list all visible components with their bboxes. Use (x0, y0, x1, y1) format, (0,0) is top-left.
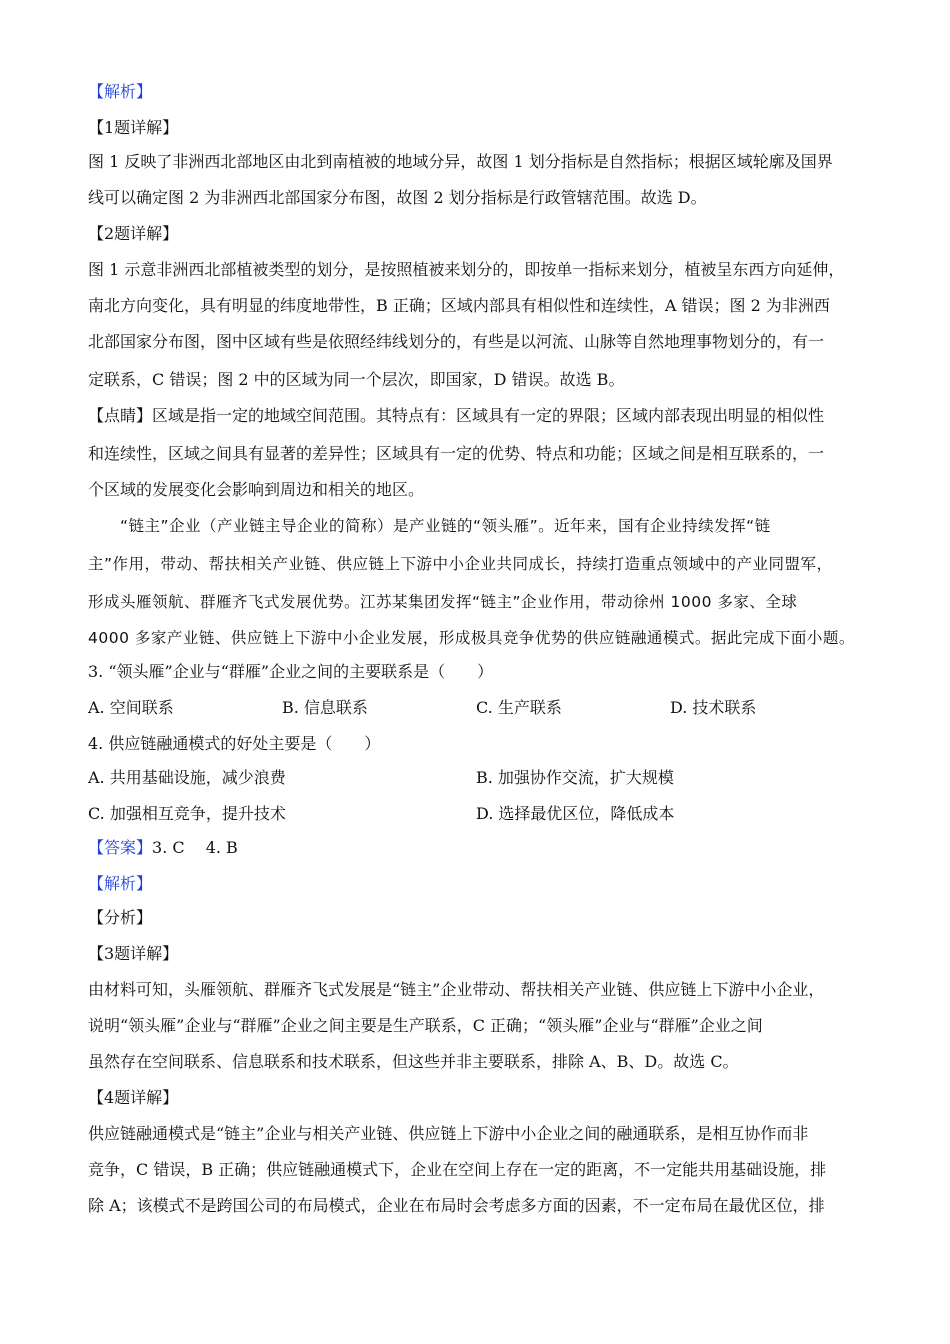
analysis-heading: 【解析】 (88, 874, 153, 893)
q4-text-line: 供应链融通模式是“链主”企业与相关产业链、供应链上下游中小企业之间的融通联系，是相互协作而非 (88, 1124, 809, 1143)
q3-option-d: D. 技术联系 (670, 698, 757, 717)
material-text-line: 4000 多家产业链、供应链上下游中小企业发展，形成极具竞争优势的供应链融通模式。据此完成下面小题。 (88, 629, 855, 647)
q1-text-line: 图 1 反映了非洲西北部地区由北到南植被的地域分异，故图 1 划分指标是自然指标；根据区域轮廓及国界 (88, 152, 833, 171)
q4-option-a: A. 共用基础设施，减少浪费 (88, 768, 286, 787)
q2-text-line: 图 1 示意非洲西北部植被类型的划分，是按照植被来划分的，即按单一指标来划分，植被呈东西方向延伸， (88, 260, 845, 279)
answer-label: 【答案】 (88, 838, 153, 857)
q4-text-line: 除 A；该模式不是跨国公司的布局模式，企业在布局时会考虑多方面的因素，不一定布局在最优区位，排 (88, 1196, 825, 1215)
tip-text: 区域是指一定的地域空间范围。其特点有：区域具有一定的界限；区域内部表现出明显的相似性 (152, 406, 825, 425)
tip-text-line: 和连续性，区域之间具有显著的差异性；区域具有一定的优势、特点和功能；区域之间是相互联系的，一 (88, 444, 825, 463)
q2-text-line: 北部国家分布图，图中区域有些是依照经纬线划分的，有些是以河流、山脉等自然地理事物划分的，有一 (88, 332, 825, 351)
q4-option-c: C. 加强相互竞争，提升技术 (88, 804, 286, 823)
q2-text-line: 定联系，C 错误；图 2 中的区域为同一个层次，即国家，D 错误。故选 B。 (88, 370, 625, 389)
q1-text-line: 线可以确定图 2 为非洲西北部国家分布图，故图 2 划分指标是行政管辖范围。故选 D。 (88, 188, 707, 207)
q4-text-line: 竞争，C 错误，B 正确；供应链融通模式下，企业在空间上存在一定的距离，不一定能共用基础设施，排 (88, 1160, 827, 1179)
q4-stem: 4. 供应链融通模式的好处主要是（ ） (88, 734, 381, 753)
q2-detail-heading: 【2题详解】 (88, 224, 179, 243)
q3-text-line: 说明“领头雁”企业与“群雁”企业之间主要是生产联系，C 正确；“领头雁”企业与“群雁”企业之间 (88, 1016, 763, 1035)
q4-option-d: D. 选择最优区位，降低成本 (476, 804, 675, 823)
q4-detail-heading: 【4题详解】 (88, 1088, 179, 1107)
tip-text-line: 个区域的发展变化会影响到周边和相关的地区。 (88, 480, 425, 499)
q3-option-c: C. 生产联系 (476, 698, 562, 717)
analysis-subheading: 【分析】 (88, 908, 153, 927)
q2-text-line: 南北方向变化，具有明显的纬度地带性，B 正确；区域内部具有相似性和连续性，A 错误；图 2 为非洲西 (88, 296, 830, 315)
q3-option-b: B. 信息联系 (282, 698, 368, 717)
q3-text-line: 虽然存在空间联系、信息联系和技术联系，但这些并非主要联系，排除 A、B、D。故选 C。 (88, 1052, 739, 1071)
q3-stem: 3. “领头雁”企业与“群雁”企业之间的主要联系是（ ） (88, 662, 494, 681)
material-text-line: 主”作用，带动、帮扶相关产业链、供应链上下游中小企业共同成长，持续打造重点领域中的产业同盟军， (88, 555, 833, 573)
answer-text: 3. C 4. B (152, 838, 238, 857)
tip-line (88, 406, 868, 426)
material-text-line: 形成头雁领航、群雁齐飞式发展优势。江苏某集团发挥“链主”企业作用，带动徐州 1000 多家、全球 (88, 593, 798, 611)
q3-detail-heading: 【3题详解】 (88, 944, 179, 963)
analysis-heading: 【解析】 (88, 82, 153, 101)
q3-option-a: A. 空间联系 (88, 698, 174, 717)
q1-detail-heading: 【1题详解】 (88, 118, 179, 137)
material-text-line: “链主”企业（产业链主导企业的简称）是产业链的“领头雁”。近年来，国有企业持续发挥“链 (120, 517, 771, 535)
tip-label: 【点睛】 (88, 406, 153, 425)
q3-text-line: 由材料可知，头雁领航、群雁齐飞式发展是“链主”企业带动、帮扶相关产业链、供应链上下游中小企业， (88, 980, 825, 999)
q4-option-b: B. 加强协作交流，扩大规模 (476, 768, 674, 787)
answer-line (88, 838, 868, 858)
